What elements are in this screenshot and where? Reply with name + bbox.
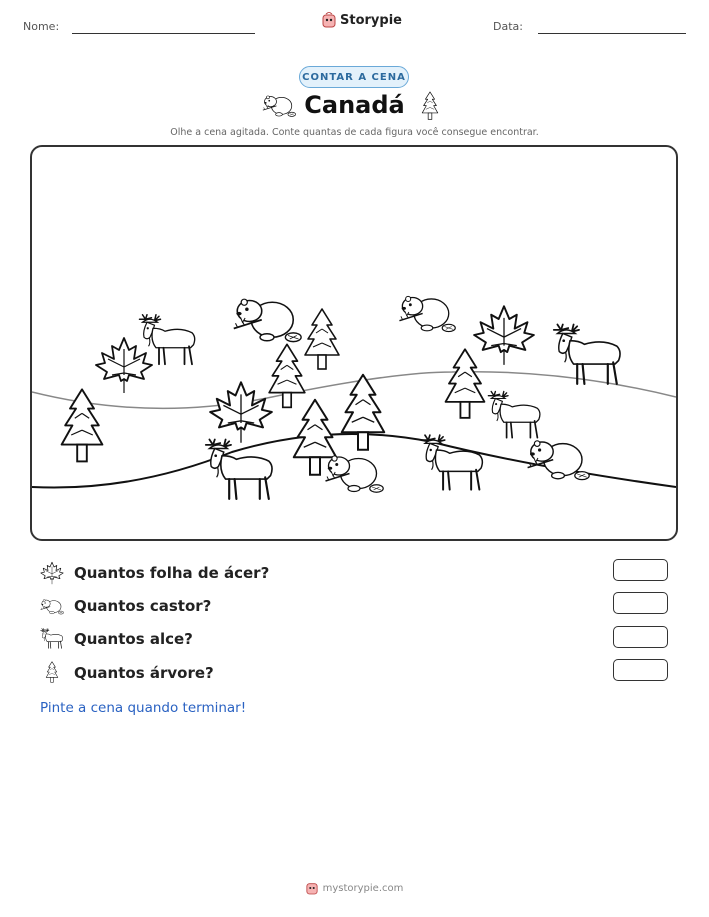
pine-tree: [269, 344, 305, 407]
question-text: Quantos alce?: [74, 630, 193, 648]
moose: [206, 440, 272, 499]
maple-leaf: [210, 382, 272, 443]
date-label: Data:: [493, 20, 523, 33]
question-moose: [40, 626, 193, 652]
answer-box-beaver[interactable]: [613, 592, 668, 614]
answer-box-pine-tree[interactable]: [613, 659, 668, 681]
question-text: Quantos castor?: [74, 597, 212, 615]
page-title: Canadá: [304, 91, 405, 119]
footer-url: mystorypie.com: [322, 882, 404, 894]
beaver: [326, 456, 384, 492]
moose: [140, 315, 195, 365]
question-maple-leaf: [40, 560, 269, 586]
date-line[interactable]: [538, 33, 686, 34]
question-text: Quantos folha de ácer?: [74, 564, 270, 582]
answer-box-moose[interactable]: [613, 626, 668, 648]
footer: [0, 881, 709, 895]
scene-illustration: [30, 145, 678, 541]
question-beaver: [40, 593, 211, 619]
pine-tree: [305, 309, 339, 369]
name-label: Nome:: [23, 20, 60, 33]
pine-tree: [342, 375, 385, 450]
beaver: [528, 441, 590, 480]
beaver-icon: [40, 594, 64, 618]
moose: [422, 435, 483, 489]
question-pine-tree: [40, 660, 214, 686]
moose: [488, 392, 540, 438]
storypie-logo-icon: [322, 12, 336, 28]
name-line[interactable]: [72, 33, 255, 34]
beaver: [399, 296, 455, 331]
pine-tree-icon: [40, 661, 64, 685]
maple-leaf-icon: [40, 561, 64, 585]
answer-box-maple-leaf[interactable]: [613, 559, 668, 581]
coloring-note: Pinte a cena quando terminar!: [40, 700, 247, 716]
maple-leaf: [474, 306, 534, 365]
pine-tree-icon: [420, 91, 440, 123]
moose-icon: [40, 627, 64, 651]
brand-name: Storypie: [340, 12, 402, 28]
instructions: Olhe a cena agitada. Conte quantas de cada figura você consegue encontrar.: [170, 127, 539, 138]
maple-leaf: [96, 338, 152, 393]
question-text: Quantos árvore?: [74, 664, 214, 682]
moose: [554, 325, 620, 384]
storypie-logo-icon: [306, 881, 318, 895]
pine-tree: [446, 349, 485, 418]
scene-drawing: [32, 147, 676, 539]
beaver: [234, 299, 301, 341]
activity-badge: CONTAR A CENA: [299, 66, 409, 88]
brand: [322, 12, 402, 28]
